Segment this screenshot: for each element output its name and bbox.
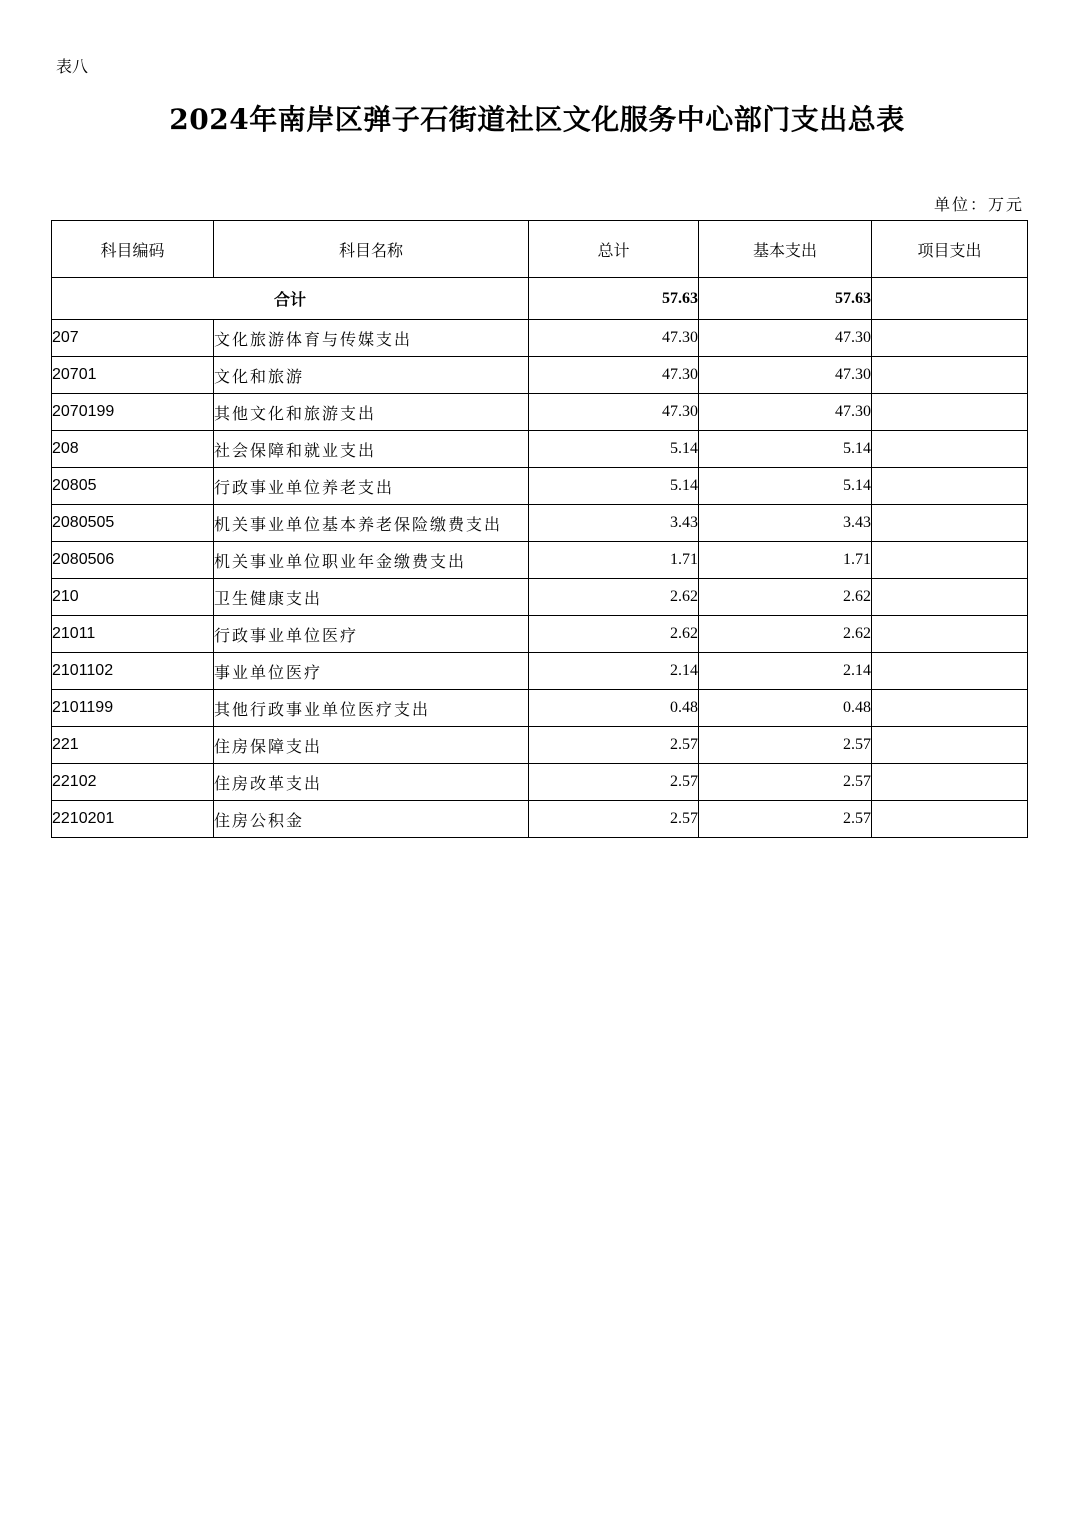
row-basic: 2.62 [699,616,872,653]
row-project [872,542,1028,579]
header-code: 科目编码 [52,221,214,278]
table-row [52,653,1028,690]
row-basic: 2.57 [699,801,872,838]
row-name: 住房公积金 [214,801,529,838]
row-basic: 2.14 [699,653,872,690]
row-total: 0.48 [529,690,699,727]
row-code: 20805 [52,468,214,505]
row-code: 221 [52,727,214,764]
page-label: 表八 [56,57,89,76]
row-code: 2210201 [52,801,214,838]
row-name: 文化和旅游 [214,357,529,394]
total-label: 合计 [52,278,529,320]
row-total: 1.71 [529,542,699,579]
row-code: 2070199 [52,394,214,431]
row-project [872,690,1028,727]
table-row [52,320,1028,357]
table-row [52,727,1028,764]
row-basic: 47.30 [699,320,872,357]
table-row [52,505,1028,542]
row-project [872,357,1028,394]
row-name: 机关事业单位基本养老保险缴费支出 [214,505,529,542]
total-project [872,278,1028,320]
row-project [872,394,1028,431]
row-basic: 1.71 [699,542,872,579]
row-total: 2.14 [529,653,699,690]
row-project [872,727,1028,764]
row-total: 47.30 [529,357,699,394]
row-project [872,616,1028,653]
row-project [872,320,1028,357]
total-row [52,278,1028,320]
row-name: 其他文化和旅游支出 [214,394,529,431]
row-project [872,801,1028,838]
row-basic: 2.62 [699,579,872,616]
row-code: 2101102 [52,653,214,690]
table-header-row [52,221,1028,278]
row-code: 22102 [52,764,214,801]
total-basic: 57.63 [699,278,872,320]
row-code: 210 [52,579,214,616]
row-total: 5.14 [529,431,699,468]
total-sum: 57.63 [529,278,699,320]
table-row [52,468,1028,505]
row-project [872,653,1028,690]
row-basic: 2.57 [699,727,872,764]
row-basic: 3.43 [699,505,872,542]
row-total: 3.43 [529,505,699,542]
row-name: 社会保障和就业支出 [214,431,529,468]
row-total: 47.30 [529,394,699,431]
row-basic: 47.30 [699,394,872,431]
table-row [52,801,1028,838]
page-title: 2024年南岸区弹子石街道社区文化服务中心部门支出总表 [169,103,905,136]
row-name: 住房改革支出 [214,764,529,801]
row-name: 住房保障支出 [214,727,529,764]
table-row [52,394,1028,431]
row-total: 2.62 [529,579,699,616]
row-project [872,468,1028,505]
row-code: 208 [52,431,214,468]
row-code: 2080505 [52,505,214,542]
row-basic: 47.30 [699,357,872,394]
expenditure-table [51,220,1028,838]
row-code: 2101199 [52,690,214,727]
row-name: 卫生健康支出 [214,579,529,616]
table-row [52,764,1028,801]
table-row [52,579,1028,616]
row-total: 2.57 [529,801,699,838]
row-name: 其他行政事业单位医疗支出 [214,690,529,727]
row-code: 207 [52,320,214,357]
table-row [52,357,1028,394]
row-name: 行政事业单位养老支出 [214,468,529,505]
row-name: 行政事业单位医疗 [214,616,529,653]
row-basic: 5.14 [699,431,872,468]
header-total: 总计 [529,221,699,278]
row-total: 2.57 [529,764,699,801]
unit-label: 单位：万元 [933,195,1024,214]
row-basic: 0.48 [699,690,872,727]
header-project: 项目支出 [872,221,1028,278]
table-row [52,616,1028,653]
row-name: 事业单位医疗 [214,653,529,690]
table-row [52,542,1028,579]
header-basic: 基本支出 [699,221,872,278]
row-code: 2080506 [52,542,214,579]
row-basic: 5.14 [699,468,872,505]
table-row [52,690,1028,727]
row-total: 47.30 [529,320,699,357]
row-code: 20701 [52,357,214,394]
row-project [872,505,1028,542]
row-basic: 2.57 [699,764,872,801]
row-name: 机关事业单位职业年金缴费支出 [214,542,529,579]
row-project [872,431,1028,468]
row-total: 5.14 [529,468,699,505]
header-name: 科目名称 [214,221,529,278]
row-total: 2.57 [529,727,699,764]
row-project [872,579,1028,616]
row-name: 文化旅游体育与传媒支出 [214,320,529,357]
row-total: 2.62 [529,616,699,653]
row-project [872,764,1028,801]
row-code: 21011 [52,616,214,653]
table-row [52,431,1028,468]
